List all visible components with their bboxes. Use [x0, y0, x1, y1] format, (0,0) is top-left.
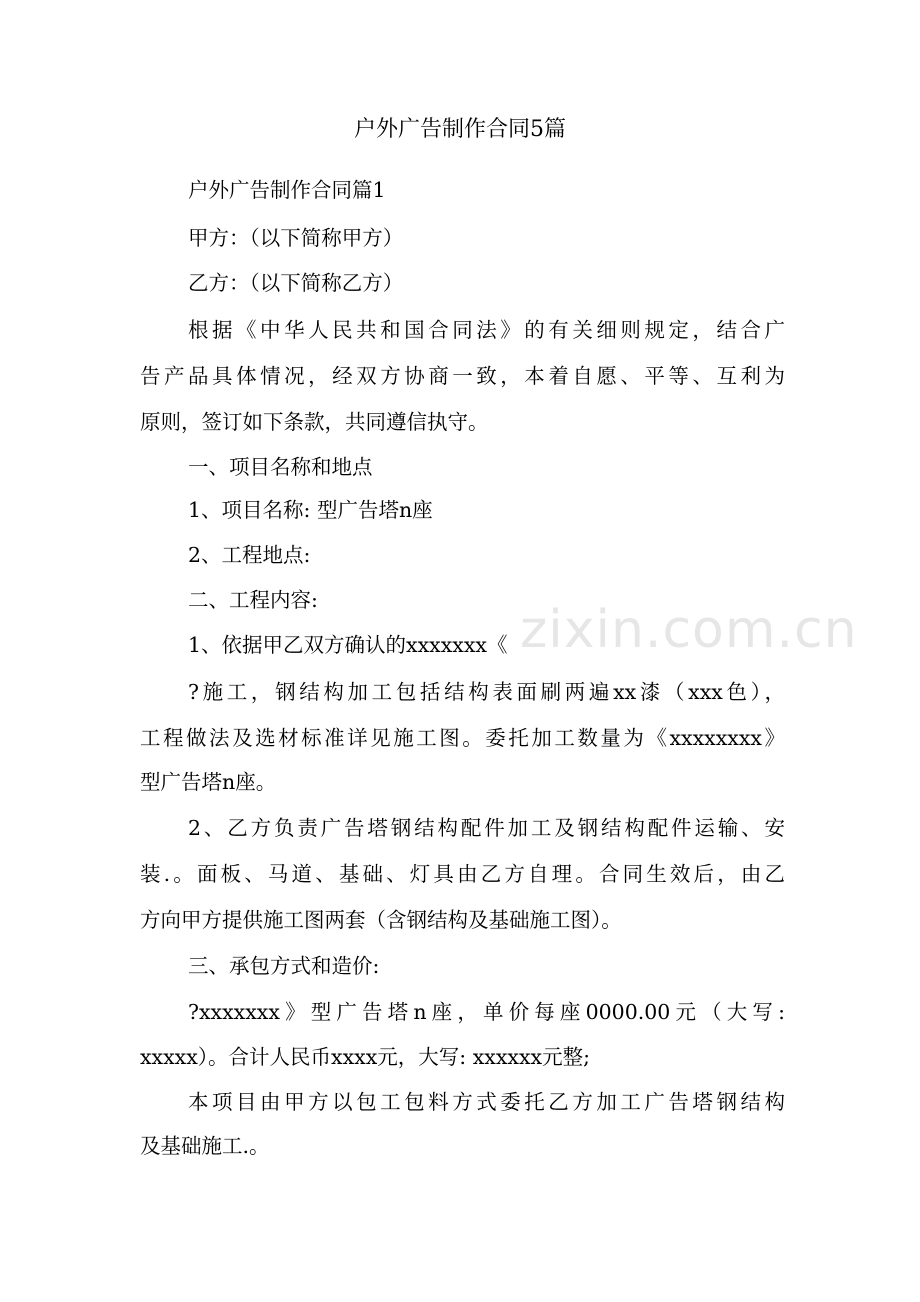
party-a: 甲方：（以下简称甲方）: [188, 226, 404, 250]
paragraph-line: ?施工，钢结构加工包括结构表面刷两遍xx漆（xxx色），: [188, 680, 785, 704]
paragraph-line: 方向甲方提供施工图两套（含钢结构及基础施工图）。: [140, 908, 622, 932]
paragraph-line: xxxxx）。合计人民币xxxx元，大写: xxxxxx元整;: [140, 1045, 590, 1069]
section-heading: 二、工程内容:: [188, 588, 318, 612]
paragraph-line: 2、乙方负责广告塔钢结构配件加工及钢结构配件运输、安: [188, 816, 785, 840]
paragraph-line: 工程做法及选材标准详见施工图。委托加工数量为《xxxxxxxx》: [140, 726, 785, 750]
paragraph-line: 型广告塔n座。: [140, 770, 277, 794]
section-heading: 三、承包方式和造价:: [188, 954, 380, 978]
document-title: 户外广告制作合同5篇: [354, 117, 566, 142]
paragraph-line: 根据《中华人民共和国合同法》的有关细则规定，结合广: [188, 318, 785, 342]
section-heading: 一、项目名称和地点: [188, 455, 373, 479]
paragraph-line: 1、项目名称: 型广告塔n座: [188, 498, 433, 522]
paragraph-line: 原则，签订如下条款，共同遵信执守。: [140, 410, 489, 434]
paragraph-line: 2、工程地点:: [188, 543, 311, 567]
paragraph-line: 及基础施工.。: [140, 1134, 270, 1158]
section-heading: 户外广告制作合同篇1: [188, 178, 386, 202]
paragraph-line: 告产品具体情况，经双方协商一致，本着自愿、平等、互利为: [140, 364, 785, 388]
paragraph-line: 装.。面板、马道、基础、灯具由乙方自理。合同生效后，由乙: [140, 862, 785, 886]
party-b: 乙方：（以下简称乙方）: [188, 271, 404, 295]
paragraph-line: 1、依据甲乙双方确认的xxxxxxx《: [188, 633, 508, 657]
paragraph-line: 本项目由甲方以包工包料方式委托乙方加工广告塔钢结构: [188, 1090, 785, 1114]
watermark: zixin.com.cn: [520, 600, 858, 660]
paragraph-line: ?xxxxxxx》型广告塔n座，单价每座0000.00元（大写:: [188, 1000, 785, 1024]
